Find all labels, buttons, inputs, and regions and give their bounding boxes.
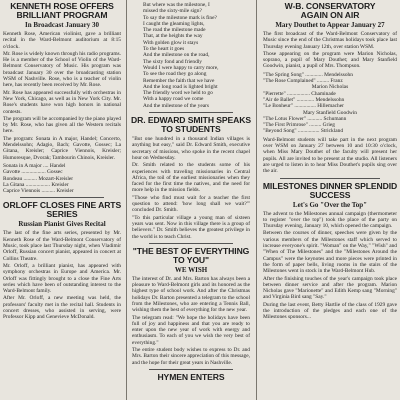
headline-conservatory-on-air: AGAIN ON AIR	[300, 10, 360, 20]
article-paragraph: Between the courses of dinner, speeches were given by the various members of the Milestones staff which served to increase everyone's spirit. "Woman" on the Way," "Wish" and "When of The Milestones" and the "Milestones Around the Campus" were the keynotes and more pieces were printed in the form of paper bells, living rooms in the stairs of the Milestones went in stock in the Ward-Belmont Hub.	[263, 230, 397, 275]
program-item: Caprice Viennois .......... Kreisler	[3, 188, 74, 195]
verse-line: But where was the milestone, I	[143, 2, 210, 8]
article-paragraph: Kenneth Rose, American violinist, gave a brilliant recital in the Ward-Belmont auditorium at 8:15 o'clock.	[3, 31, 121, 50]
verse-line: To the heart it goes	[143, 46, 185, 53]
headline-hymen-enters: HYMEN ENTERS	[157, 371, 225, 382]
program-list	[260, 72, 400, 135]
program-performer: Marion Nicholas	[311, 84, 349, 91]
verse-line: With golden glow it stays	[143, 39, 199, 46]
program-item: "The Spring Song" ............. Mendelssohn	[263, 71, 353, 78]
poem-verse	[129, 2, 253, 109]
verse-line: That, at the heights the way	[143, 33, 203, 40]
article-paragraph: "Those who find must wait for a teacher the first question to attend: 'how long shall we wait?'" concluded Dr. Smith.	[132, 194, 250, 214]
program-item: La Gitana .................. Kreisler	[3, 181, 69, 188]
subhead-broadcast: In Broadcast January 30	[25, 21, 99, 29]
article-paragraph: The program will be accompanied by the piano played by Mr. Rose, who has given all the Western recitals here.	[3, 115, 121, 135]
verse-line: To see the road they go along	[143, 71, 207, 78]
headline-milestones-dinner: MILESTONES DINNER SPLENDID SUCCESS	[262, 180, 398, 200]
headline-kenneth-rose: BRILLIANT PROGRAM	[16, 10, 108, 20]
article-paragraph: After Mr. Orloff, a new meeting was held, the professors' faculty met in the recital hall. Students in concert dresses, who assisted in serving, were Professor Kipp and Genevieve McDonald.	[3, 295, 121, 321]
verse-line: To say the milestone mark is fine?	[143, 14, 217, 21]
article-paragraph: The telegram read: "We hope the holidays have been full of joy and happiness and that you are ready to enter upon the new year of work with energy and enthusiasm. To each of you we wish the very best of everything."	[132, 314, 250, 346]
verse-line: And the long road is lighted bright	[143, 83, 218, 90]
verse-line: With a happy road we come	[143, 96, 204, 103]
verse-line: The sixty fond and friendly	[143, 58, 202, 65]
article-paragraph: Mr. Rose has appeared successfully with orchestras in New York, Chicago, as well as in New York City. Mr. Rose's students have won high honors in national contests.	[3, 89, 121, 115]
verse-line: The road the milestone made	[143, 27, 206, 34]
column-left	[0, 0, 124, 400]
subhead-we-wish: WE WISH	[174, 265, 208, 274]
program-item: Gavotte .................. Gossec	[3, 169, 63, 176]
program-performer: Mary Stanfield Goodwin	[303, 109, 357, 116]
verse-line: And the milestone on the road,	[143, 52, 210, 59]
article-paragraph: During the last event, Betty Hartlie of the class of 1929 gave the introduction of the pledges and each one of the Milestones sponsors...	[263, 301, 397, 321]
program-item: "The Lotus Flower" ........... Schumann	[263, 115, 347, 122]
program-item: "Pierrette" ................. Chaminade	[263, 90, 336, 97]
article-paragraph: After the finishing touches of the year's campaign took place between dinner service and after the program. Marion Nicholas gave "Marionette" and Edith Kemp sang "Morning" and Virginia Bird sang "Say."	[263, 275, 397, 301]
subhead-russian-pianist: Russian Pianist Gives Recital	[18, 220, 106, 229]
column-right	[260, 0, 400, 400]
verse-line: I caught the gleaming lights,	[143, 20, 205, 27]
column-rule	[126, 0, 127, 400]
article-paragraph: Ward-Belmont students will take part in the next program over WSM on January 27 between 10 and 10:30 o'clock, when Miss Mary Douthet of the faculty will present her pupils. All are invited to be present at the studio. All listeners are urged to listen in to hear Miss Douthet's pupils sing over the air.	[263, 136, 397, 175]
verse-line: Would I were happy to carry more,	[143, 64, 219, 71]
program-list	[0, 163, 124, 194]
program-item: "Air de Ballet" ............. Mendelssohn	[263, 96, 345, 103]
divider	[149, 112, 233, 113]
program-item: "The Rose Complained" ......... Franz	[263, 78, 343, 85]
article-paragraph: Those appearing on the program were Marion Nicholas, soprano, a pupil of Mary Douthet; and Mary Stanfield Goodwin, pianist, a pupil of Mrs. Thompson.	[263, 50, 397, 70]
article-paragraph: The advent to the Milestones annual campaign (thermometer to register "over the top") took the place of the party on Thursday evening, January 10, which opened the campaign.	[263, 210, 397, 230]
article-paragraph: The last of the fine arts series, presented by Mr. Kenneth Rose of the Ward-Belmont Conservatory of Music, took place last Thursday night, when Vladimir Orloff, Russian concert pianist, appeared in concert at Collins Theatre.	[3, 230, 121, 262]
headline-orloff: ORLOFF CLOSES FINE ARTS SERIES	[2, 200, 122, 220]
article-paragraph: The first broadcast of the Ward-Belmont Conservatory of Music since the end of the Christmas holidays took place last Thursday evening January 12th, over station WSM.	[263, 31, 397, 50]
program-item: "The First Primrose" ......... Grieg	[263, 122, 335, 129]
subhead-mary-douthet: Mary Douthet to Appear January 27	[275, 21, 385, 29]
program-item: Sonata in A major .... Handel	[3, 162, 66, 169]
article-paragraph: Mr. Orloff, a brilliant pianist, has appeared with symphony orchestras in Europe and America. Mr. Orloff was fittingly brought to a close the Fine Arts series which have been of outstanding interest to the Ward-Belmont family.	[3, 262, 121, 295]
article-paragraph: Dr. Smith related to the students some of his experiences with traveling missionaries in Central Africa, the toil of the earliest missionaries when they faced for the first time the natives, and the need for more help in the mission fields.	[132, 162, 250, 194]
verse-line: missed the sixty-mile sign?	[143, 8, 202, 15]
article-paragraph: "But one hundred in a thousand Indian villages is anything but easy," said Dr. Edward Smith, executive secretary of missions, who spoke in the recent chapel hour on Wednesday.	[132, 136, 250, 161]
program-item: Rondeau .......... Mozart-Kreisler	[3, 175, 74, 182]
verse-line: And the milestone of the years	[143, 102, 210, 109]
article-paragraph: "To this particular village a young man of sixteen years was sent. Now in this village there is a group of believers." Dr. Smith believes the greatest privilege in the world is to teach Christ.	[132, 214, 250, 240]
column-middle	[129, 0, 253, 400]
column-rule	[256, 0, 257, 400]
headline-fragment: W-B. CONSERVATORY	[284, 1, 376, 11]
divider	[149, 369, 233, 370]
headline-dr-edward-smith: DR. EDWARD SMITH SPEAKS TO STUDENTS	[131, 115, 251, 135]
headline-fragment: KENNETH ROSE OFFERS	[10, 1, 114, 11]
divider	[20, 197, 104, 198]
program-item: "Le Bonheur" ................ Hillemacher	[263, 103, 344, 110]
divider	[280, 178, 380, 179]
article-paragraph: The entire student body wishes to express to Dr. and Mrs. Barton their sincere appreciation of this message, and the hope for their great years in Nashville.	[132, 347, 250, 366]
headline-best-of-everything: "THE BEST OF EVERYTHING TO YOU"	[132, 245, 250, 265]
article-paragraph: The program: Sonata in A major, Handel; Concerto, Mendelssohn; Adagio, Bach; Gavotte, Gossec; La Gitana, Kreisler; Caprice Viennois, Kreisler; Humoresque, Dvorak; Tambourin Chinois, Kreisler.	[3, 135, 121, 161]
verse-line: The friendly word we held to go	[143, 90, 213, 97]
divider	[149, 243, 233, 244]
verse-line: Remember the faith that we have	[143, 77, 215, 84]
article-paragraph: The interest of Dr. and Mrs. Barton has always been a pleasure to Ward-Belmont girls and its honored as the highest type of school work. And after the Christmas holidays Dr. Barton presented a telegram to the school from the Milestones, who are entering a Tennis Ball, wishing them the best of everything for the new year.	[132, 275, 250, 314]
program-item: "Beyond Song" ................ Strickland	[263, 128, 344, 135]
subhead-over-the-top: Let's Go "Over the Top"	[292, 200, 368, 209]
article-paragraph: Mr. Rose is widely known through his radio programs. He is a member of the School of Violin of the Ward-Belmont Conservatory of Music. His program was broadcast January 30 over the broadcasting station WSM of Nashville. Rose, who is a teacher of violin here, has recently been received by Mr. Rose.	[3, 50, 121, 89]
